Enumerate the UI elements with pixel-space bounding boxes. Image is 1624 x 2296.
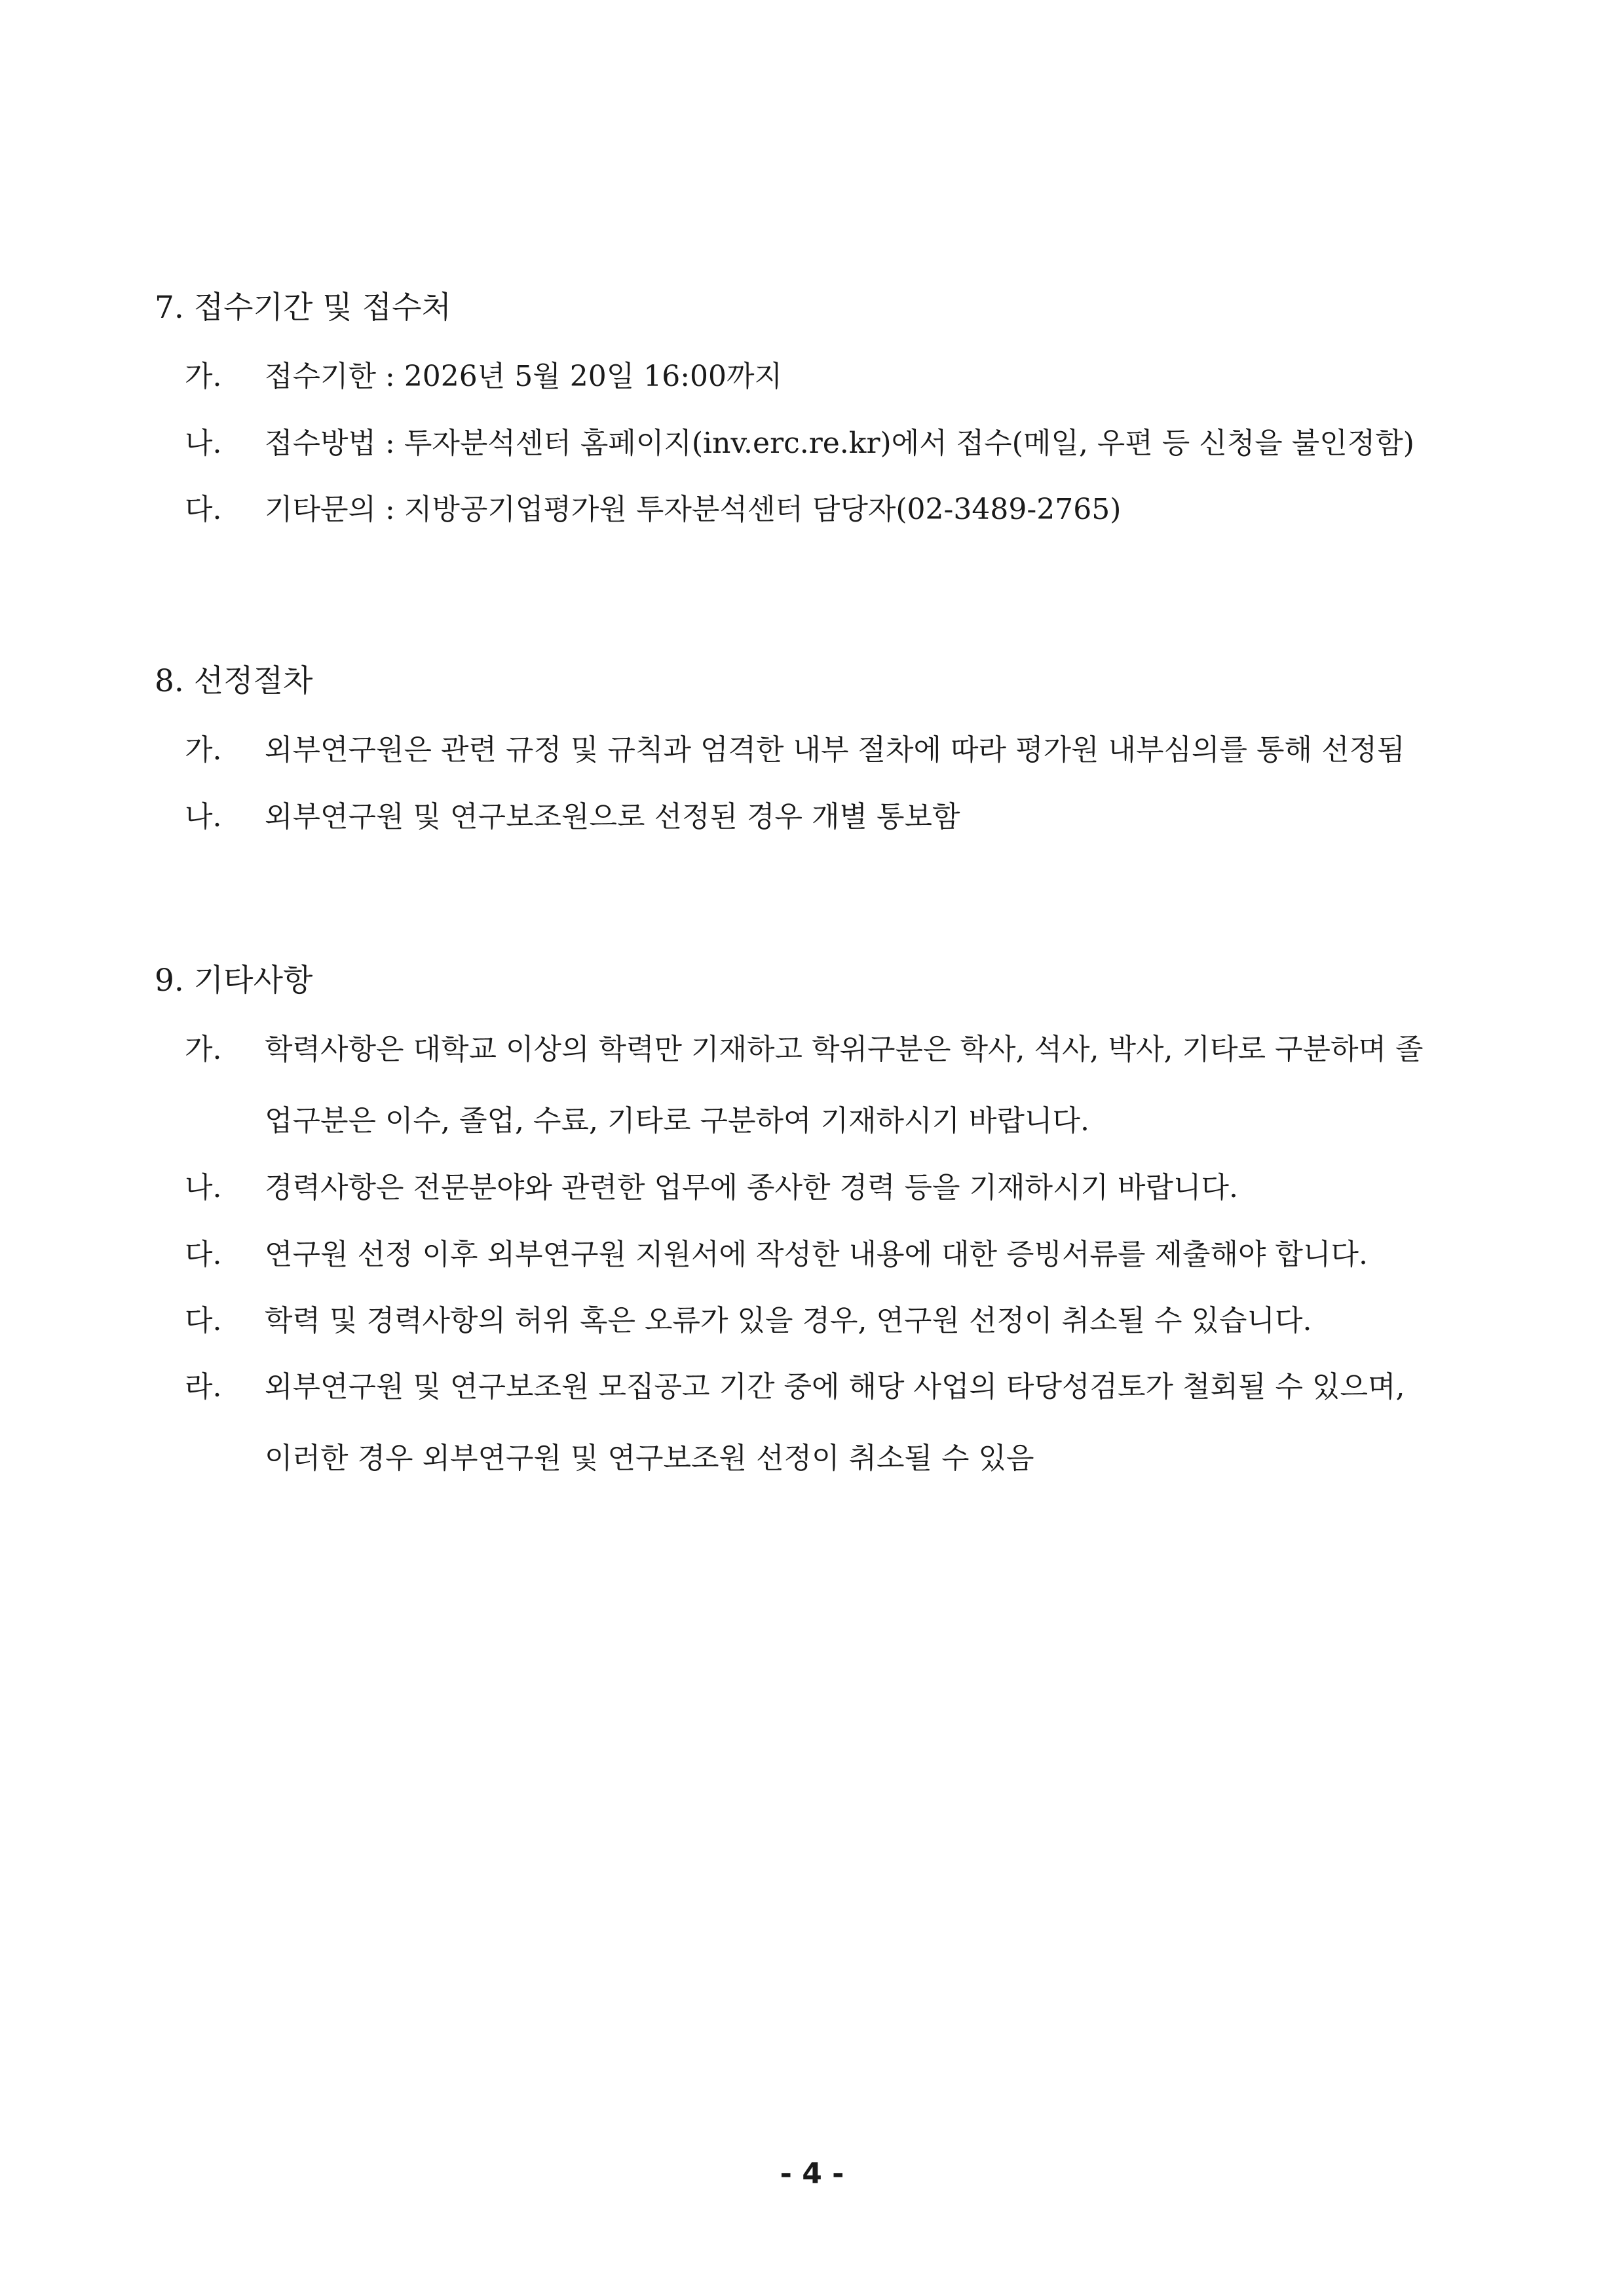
section-title: 9. 기타사항 (155, 963, 313, 999)
section-title: 7. 접수기간 및 접수처 (155, 290, 451, 326)
item-text: 연구원 선정 이후 외부연구원 지원서에 작성한 내용에 대한 증빙서류를 제출해야 합니다. (265, 1238, 1368, 1271)
page-number: - 4 - (780, 2157, 844, 2191)
item-marker: 다. (185, 1304, 222, 1337)
item-text: 외부연구원은 관련 규정 및 규칙과 엄격한 내부 절차에 따라 평가원 내부심의를 통해 선정됨 (265, 733, 1405, 767)
item-text-continuation: 이러한 경우 외부연구원 및 연구보조원 선정이 취소될 수 있음 (265, 1442, 1034, 1475)
list-item (185, 1236, 1471, 1274)
item-marker: 다. (185, 493, 222, 526)
item-marker: 나. (185, 800, 222, 833)
item-marker: 가. (185, 1033, 222, 1066)
item-text: 학력 및 경력사항의 허위 혹은 오류가 있을 경우, 연구원 선정이 취소될 수 있습니다. (265, 1304, 1312, 1337)
list-item (185, 798, 1471, 836)
item-text-continuation: 업구분은 이수, 졸업, 수료, 기타로 구분하여 기재하시기 바랍니다. (265, 1104, 1089, 1138)
list-item (185, 1169, 1471, 1207)
item-text: 접수방법 : 투자분석센터 홈페이지(inv.erc.re.kr)에서 접수(메일, 우편 등 신청을 불인정함) (265, 427, 1414, 460)
item-text: 외부연구원 및 연구보조원 모집공고 기간 중에 해당 사업의 타당성검토가 철회될 수 있으며, (265, 1370, 1405, 1404)
list-item (185, 491, 1471, 529)
item-marker: 가. (185, 733, 222, 767)
item-marker: 나. (185, 427, 222, 460)
item-marker: 라. (185, 1370, 222, 1404)
section-9 (155, 961, 1471, 1475)
item-text: 외부연구원 및 연구보조원으로 선정된 경우 개별 통보함 (265, 800, 960, 833)
list-item (185, 731, 1471, 769)
item-marker: 가. (185, 360, 222, 393)
list-item (185, 1031, 1471, 1140)
section-title: 8. 선정절차 (155, 663, 313, 699)
section-7 (155, 288, 1471, 526)
list-item (185, 1368, 1471, 1478)
list-item (185, 358, 1471, 396)
item-text: 경력사항은 전문분야와 관련한 업무에 종사한 경력 등을 기재하시기 바랍니다. (265, 1171, 1239, 1204)
section-8 (155, 662, 1471, 833)
item-text: 접수기한 : 2026년 5월 20일 16:00까지 (265, 360, 783, 393)
list-item (185, 1302, 1471, 1340)
item-marker: 다. (185, 1238, 222, 1271)
item-text: 학력사항은 대학교 이상의 학력만 기재하고 학위구분은 학사, 석사, 박사, 기타로 구분하며 졸 (265, 1033, 1424, 1066)
item-marker: 나. (185, 1171, 222, 1204)
list-item (185, 425, 1471, 463)
item-text: 기타문의 : 지방공기업평가원 투자분석센터 담당자(02-3489-2765) (265, 493, 1122, 526)
